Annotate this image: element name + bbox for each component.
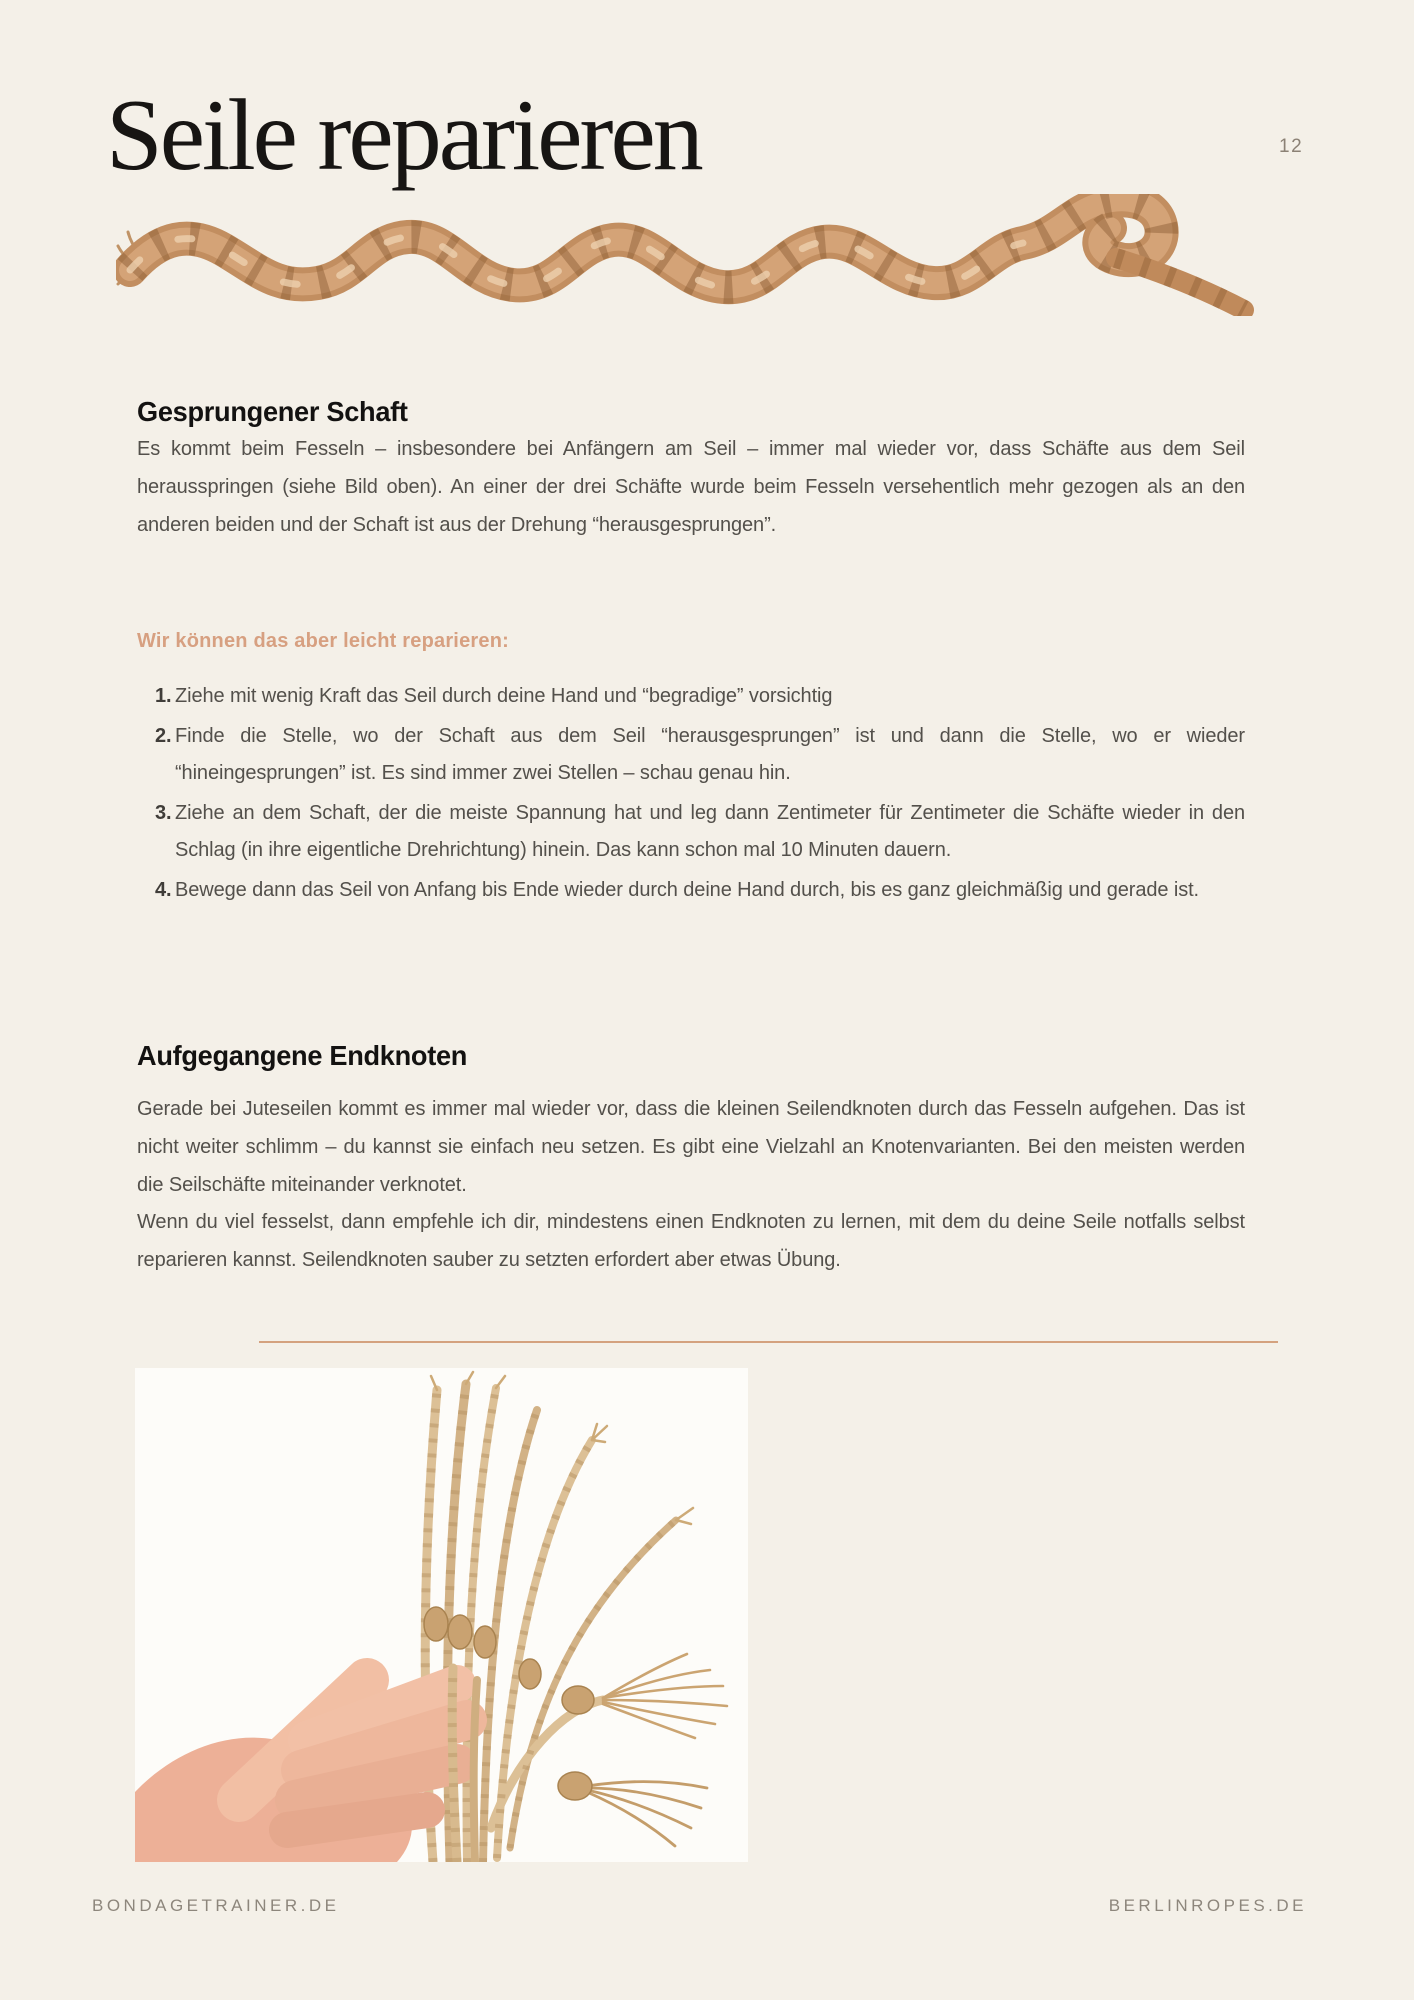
list-item — [137, 678, 1245, 716]
page-number: 12 — [1279, 136, 1304, 157]
repair-steps-list — [137, 678, 1245, 911]
list-item-number: 2. — [155, 724, 172, 747]
section-divider — [259, 1341, 1278, 1343]
list-item-text: Ziehe mit wenig Kraft das Seil durch deine Hand und “begradige” vorsichtig — [175, 685, 833, 707]
list-item-number: 3. — [155, 801, 172, 824]
list-item-text: Finde die Stelle, wo der Schaft aus dem Seil “herausgesprungen” ist und dann die Stelle, wo er wieder “hineingesprungen” ist. Es sind immer zwei Stellen – schau genau hin. — [175, 724, 1245, 784]
section-heading-gesprungener-schaft: Gesprungener Schaft — [137, 396, 408, 427]
list-item — [137, 795, 1245, 870]
paragraph-sprung-schaft: Es kommt beim Fesseln – insbesondere bei Anfängern am Seil – immer mal wieder vor, dass Schäfte aus dem Seil herausspringen (siehe Bild oben). An einer der drei Schäfte wurde beim Fesseln versehentlich mehr gezogen als an den anderen beiden und der Schaft ist aus der Drehung “herausgesprungen”. — [137, 438, 1245, 536]
list-item-number: 4. — [155, 878, 172, 901]
photo-hand-with-rope-knots — [135, 1368, 748, 1862]
list-item-number: 1. — [155, 685, 172, 707]
rope-illustration — [116, 194, 1280, 316]
paragraph-endknoten-1: Gerade bei Juteseilen kommt es immer mal wieder vor, dass die kleinen Seilendknoten durch das Fesseln aufgehen. Das ist nicht weiter schlimm – du kannst sie einfach neu setzen. Es gibt eine Vielzahl an Knotenvarianten. Bei den meisten werden die Seilschäfte miteinander verknotet. — [137, 1098, 1245, 1196]
callout-reparieren: Wir können das aber leicht reparieren: — [137, 630, 509, 652]
list-item — [137, 872, 1245, 910]
page-title: Seile reparieren — [106, 79, 701, 192]
footer-right-domain: BERLINROPES.DE — [1108, 1896, 1307, 1915]
hand-rope-illustration — [135, 1368, 748, 1862]
footer — [92, 1896, 1307, 1916]
footer-left-domain: BONDAGETRAINER.DE — [92, 1896, 340, 1915]
section-heading-aufgegangene-endknoten: Aufgegangene Endknoten — [137, 1040, 468, 1071]
list-item — [137, 718, 1245, 793]
paragraph-endknoten-2: Wenn du viel fesselst, dann empfehle ich dir, mindestens einen Endknoten zu lernen, mit dem du deine Seile notfalls selbst reparieren kannst. Seilendknoten sauber zu setzten erfordert aber etwas Übung. — [137, 1211, 1245, 1271]
list-item-text: Ziehe an dem Schaft, der die meiste Spannung hat und leg dann Zentimeter für Zentimeter die Schäfte wieder in den Schlag (in ihre eigentliche Drehrichtung) hinein. Das kann schon mal 10 Minuten dauern. — [175, 801, 1245, 861]
list-item-text: Bewege dann das Seil von Anfang bis Ende wieder durch deine Hand durch, bis es ganz gleichmäßig und gerade ist. — [175, 878, 1200, 901]
